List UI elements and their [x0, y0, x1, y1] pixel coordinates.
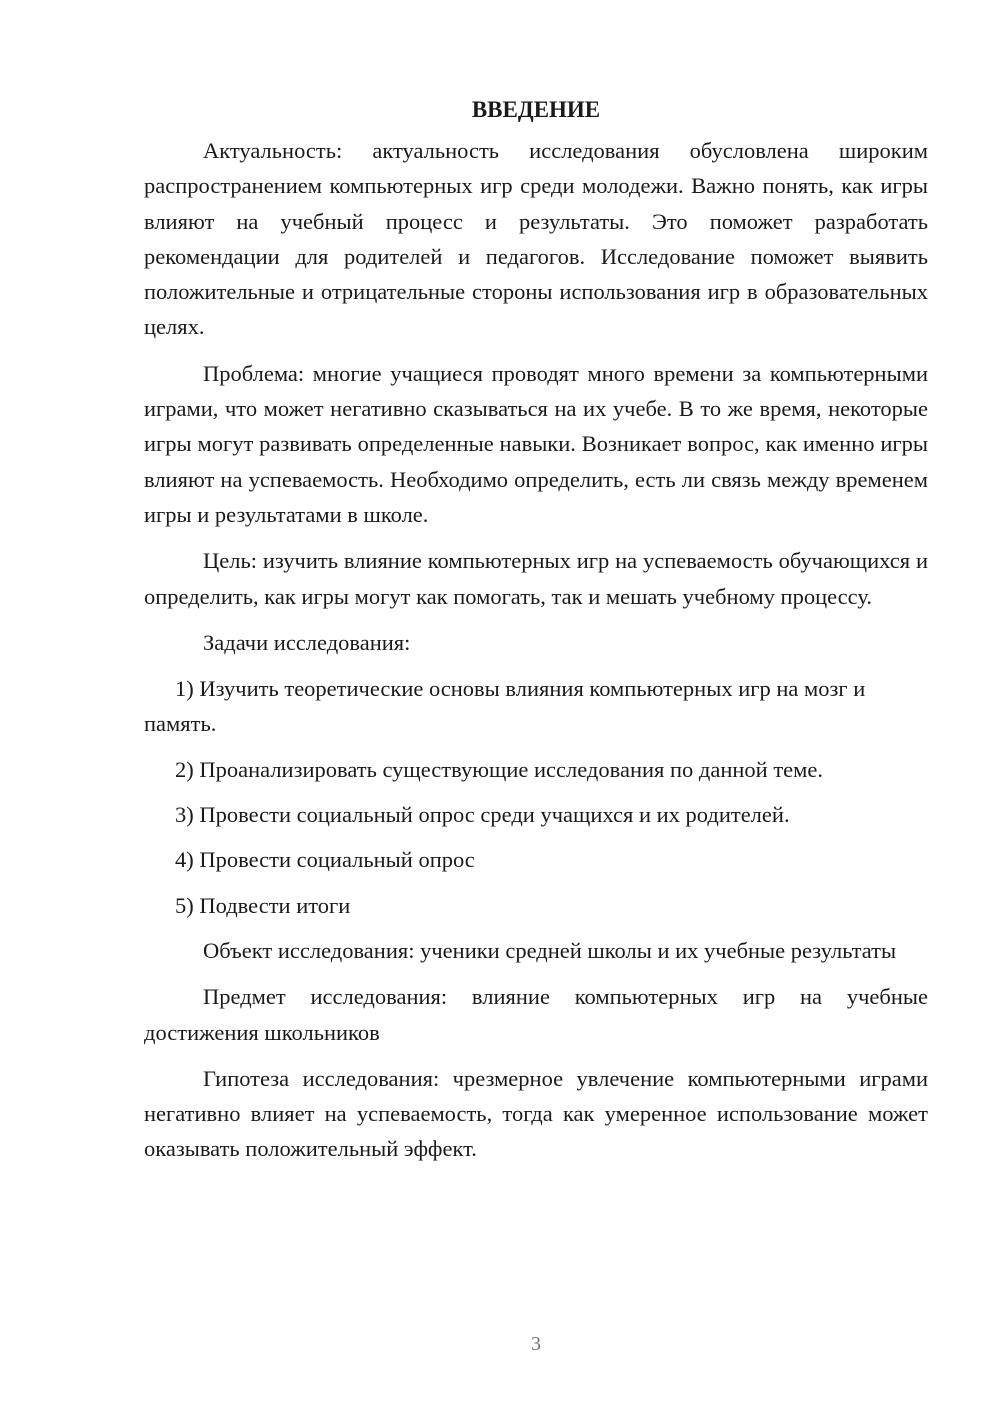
list-item: 4) Провести социальный опрос: [175, 847, 475, 873]
list-item: 2) Проанализировать существующие исследования по данной теме.: [175, 756, 824, 782]
subject-paragraph: Предмет исследования: влияние компьютерных игр на учебные достижения школьников: [144, 984, 928, 1045]
list-item: 3) Провести социальный опрос среди учащихся и их родителей.: [175, 802, 790, 828]
page-number: 3: [531, 1333, 541, 1355]
list-item: 5) Подвести итоги: [175, 892, 351, 918]
document-page: [144, 92, 928, 1178]
goal-paragraph: Цель: изучить влияние компьютерных игр на успеваемость обучающихся и определить, как игры могут как помогать, так и мешать учебному процессу.: [144, 548, 928, 609]
object-paragraph: Объект исследования: ученики средней школы и их учебные результаты: [203, 937, 897, 963]
hypothesis-paragraph: Гипотеза исследования: чрезмерное увлечение компьютерными играми негативно влияет на успеваемость, тогда как умеренное использование может оказывать положительный эффект.: [144, 1065, 928, 1162]
relevance-paragraph: Актуальность: актуальность исследования обусловлена широким распространением компьютерных игр среди молодежи. Важно понять, как игры влияют на учебный процесс и результаты. Это поможет разработать рекомендации для родителей и педагогов. Исследование поможет выявить положительные и отрицательные стороны использования игр в образовательных целях.: [144, 138, 928, 340]
problem-paragraph: Проблема: многие учащиеся проводят много времени за компьютерными играми, что может негативно сказываться на их учебе. В то же время, некоторые игры могут развивать определенные навыки. Возникает вопрос, как именно игры влияют на успеваемость. Необходимо определить, есть ли связь между временем игры и результатами в школе.: [144, 360, 928, 527]
list-item: 1) Изучить теоретические основы влияния компьютерных игр на мозг и память.: [144, 676, 866, 737]
tasks-title: Задачи исследования:: [203, 629, 411, 655]
tasks-list: [144, 671, 928, 923]
section-heading: ВВЕДЕНИЕ: [471, 97, 601, 122]
